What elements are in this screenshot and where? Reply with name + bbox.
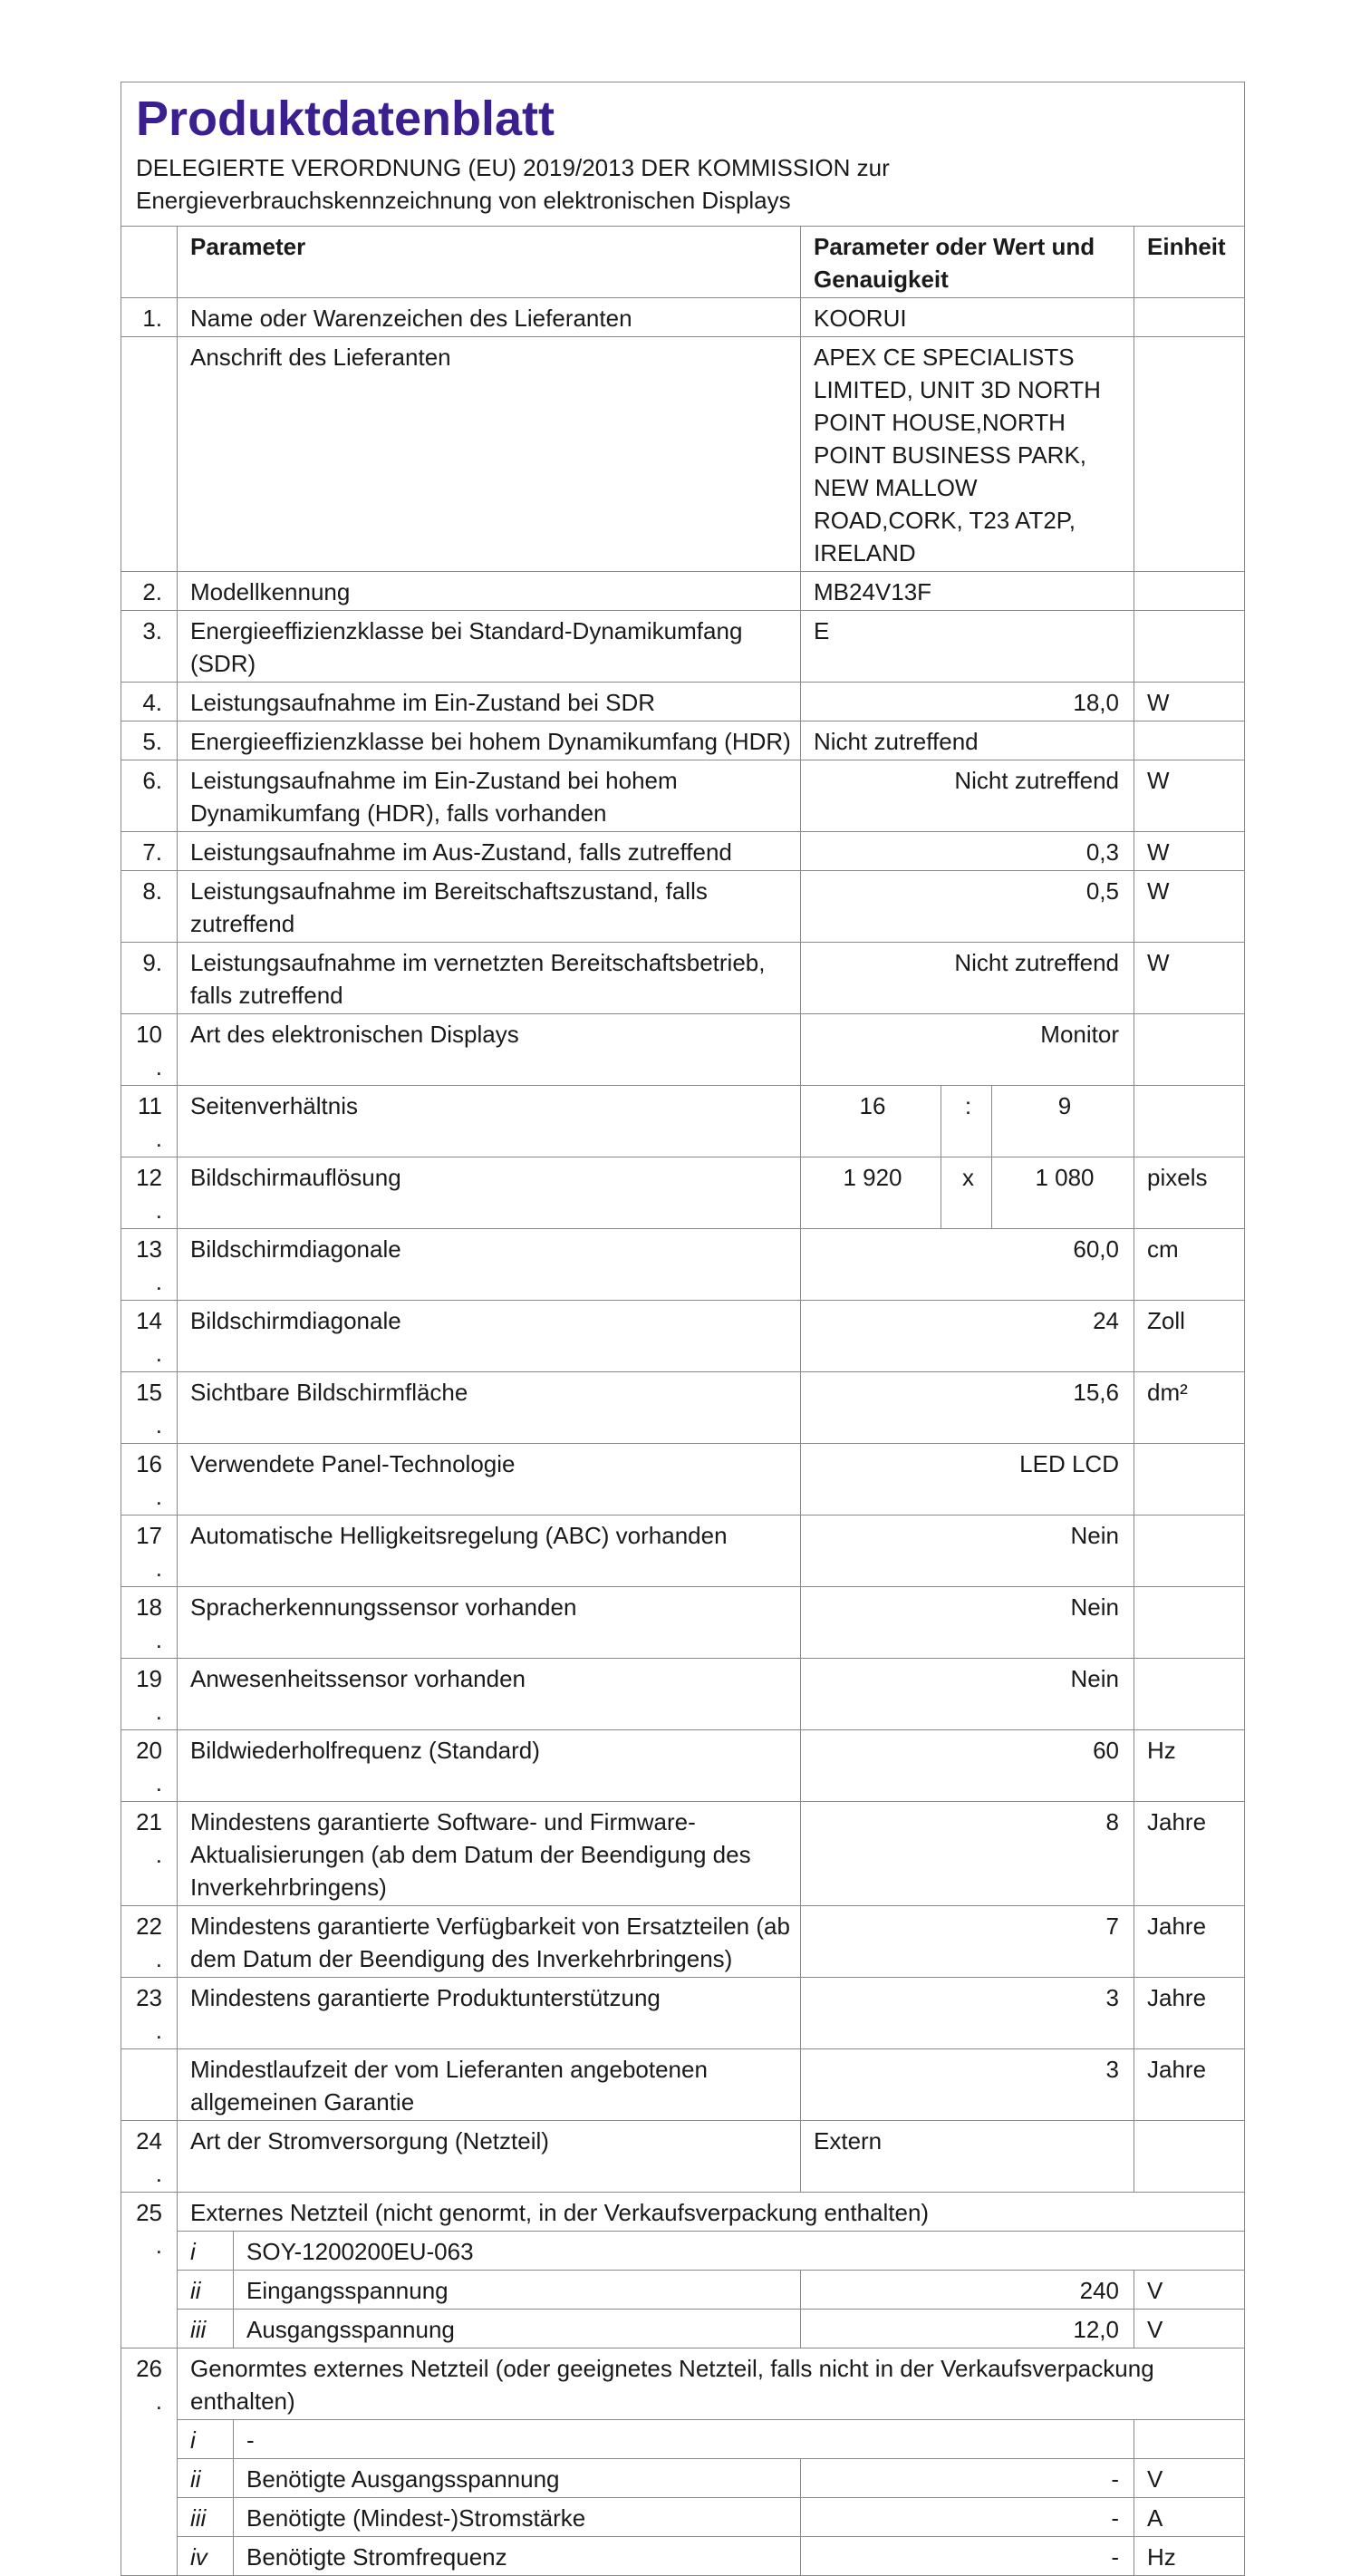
row-label: Bildschirmdiagonale: [178, 1301, 801, 1372]
table-row: [121, 1229, 1245, 1301]
row-number: 23.: [121, 1978, 178, 2049]
row-unit: Jahre: [1134, 1906, 1245, 1978]
title-row: [121, 82, 1245, 227]
aspect-ratio-width: 16: [801, 1086, 941, 1157]
table-row: [121, 337, 1245, 572]
row-number: 12.: [121, 1157, 178, 1229]
row-number: 25.: [121, 2193, 178, 2348]
subrow-unit: Hz: [1134, 2537, 1245, 2576]
table-row: [121, 943, 1245, 1014]
table-row: [121, 721, 1245, 760]
table-row: [121, 760, 1245, 832]
row-label: Leistungsaufnahme im Ein-Zustand bei SDR: [178, 683, 801, 721]
regulation-line-2: Energieverbrauchskennzeichnung von elektronischen Displays: [136, 187, 791, 214]
table-row: [121, 2049, 1245, 2121]
table-row: [121, 1444, 1245, 1516]
row-value: 8: [801, 1802, 1134, 1906]
row-label: Spracherkennungssensor vorhanden: [178, 1587, 801, 1659]
subrow-unit: V: [1134, 2459, 1245, 2498]
table-row: [121, 1587, 1245, 1659]
table-row: [121, 1659, 1245, 1730]
subrow-value: -: [801, 2498, 1134, 2537]
table-row: [121, 1516, 1245, 1587]
row-value: Extern: [801, 2121, 1134, 2193]
row-label: Seitenverhältnis: [178, 1086, 801, 1157]
row-label: Energieeffizienzklasse bei hohem Dynamikumfang (HDR): [178, 721, 801, 760]
row-value: Nicht zutreffend: [801, 760, 1134, 832]
subrow-mark: iii: [178, 2498, 234, 2537]
row-value: Monitor: [801, 1014, 1134, 1086]
row-number: 1.: [121, 298, 178, 337]
row-label: Mindestens garantierte Produktunterstützung: [178, 1978, 801, 2049]
row-unit: [1134, 1659, 1245, 1730]
table-row: [121, 298, 1245, 337]
table-subrow: [121, 2459, 1245, 2498]
subrow-value: -: [801, 2459, 1134, 2498]
row-number: 18.: [121, 1587, 178, 1659]
row-label: Leistungsaufnahme im Bereitschaftszustand, falls zutreffend: [178, 871, 801, 943]
row-value: LED LCD: [801, 1444, 1134, 1516]
row-unit: dm²: [1134, 1372, 1245, 1444]
row-label: Mindestens garantierte Verfügbarkeit von Ersatzteilen (ab dem Datum der Beendigung des Inverkehrbringens): [178, 1906, 801, 1978]
row-number: 2.: [121, 572, 178, 611]
resolution-separator: x: [941, 1157, 992, 1229]
row-unit: W: [1134, 871, 1245, 943]
row-unit: [1134, 298, 1245, 337]
row-label: Genormtes externes Netzteil (oder geeignetes Netzteil, falls nicht in der Verkaufsverpackung enthalten): [178, 2348, 1245, 2420]
row-label: Externes Netzteil (nicht genormt, in der Verkaufsverpackung enthalten): [178, 2193, 1245, 2232]
row-value: 60: [801, 1730, 1134, 1802]
table-row: [121, 1301, 1245, 1372]
table-row: [121, 871, 1245, 943]
subrow-label: Benötigte Stromfrequenz: [234, 2537, 801, 2576]
row-number: 8.: [121, 871, 178, 943]
table-row: [121, 572, 1245, 611]
row-value: 0,3: [801, 832, 1134, 871]
row-unit: [1134, 2121, 1245, 2193]
psu-model: SOY-1200200EU-063: [234, 2232, 1245, 2271]
table-subrow: [121, 2232, 1245, 2271]
row-number: 13.: [121, 1229, 178, 1301]
row-label: Bildschirmdiagonale: [178, 1229, 801, 1301]
row-value: KOORUI: [801, 298, 1134, 337]
subrow-label: Benötigte Ausgangsspannung: [234, 2459, 801, 2498]
subrow-unit: A: [1134, 2498, 1245, 2537]
row-label: Name oder Warenzeichen des Lieferanten: [178, 298, 801, 337]
row-label: Mindestens garantierte Software- und Firmware-Aktualisierungen (ab dem Datum der Beendigung des Inverkehrbringens): [178, 1802, 801, 1906]
subrow-label: -: [234, 2420, 1134, 2459]
table-row: [121, 1372, 1245, 1444]
row-unit: W: [1134, 832, 1245, 871]
row-value: 15,6: [801, 1372, 1134, 1444]
row-number: 5.: [121, 721, 178, 760]
row-unit: Zoll: [1134, 1301, 1245, 1372]
subrow-unit: V: [1134, 2271, 1245, 2310]
row-value: 24: [801, 1301, 1134, 1372]
data-table: [121, 82, 1245, 2576]
table-row: [121, 2193, 1245, 2232]
row-label: Bildwiederholfrequenz (Standard): [178, 1730, 801, 1802]
row-label: Modellkennung: [178, 572, 801, 611]
supplier-address: APEX CE SPECIALISTS LIMITED, UNIT 3D NORTH POINT HOUSE,NORTH POINT BUSINESS PARK, NEW MALLOW ROAD,CORK, T23 AT2P, IRELAND: [801, 337, 1134, 572]
table-row: [121, 1730, 1245, 1802]
regulation-line-1: DELEGIERTE VERORDNUNG (EU) 2019/2013 DER KOMMISSION zur: [136, 154, 890, 181]
row-unit: [1134, 572, 1245, 611]
row-unit: W: [1134, 943, 1245, 1014]
row-value: E: [801, 611, 1134, 683]
row-unit: [1134, 1516, 1245, 1587]
row-number: 11.: [121, 1086, 178, 1157]
table-row: [121, 1978, 1245, 2049]
table-row: [121, 832, 1245, 871]
row-unit: [1134, 721, 1245, 760]
subrow-value: 12,0: [801, 2310, 1134, 2348]
subrow-mark: ii: [178, 2459, 234, 2498]
table-row: [121, 2121, 1245, 2193]
table-row: [121, 1014, 1245, 1086]
resolution-height: 1 080: [992, 1157, 1134, 1229]
table-subrow: [121, 2537, 1245, 2576]
row-number: 19.: [121, 1659, 178, 1730]
table-subrow: [121, 2498, 1245, 2537]
row-value: 0,5: [801, 871, 1134, 943]
row-label: Anschrift des Lieferanten: [178, 337, 801, 572]
row-unit: Jahre: [1134, 1802, 1245, 1906]
row-value: 60,0: [801, 1229, 1134, 1301]
row-number: [121, 337, 178, 572]
table-row: [121, 683, 1245, 721]
row-number: [121, 2049, 178, 2121]
row-number: 9.: [121, 943, 178, 1014]
table-row: [121, 1802, 1245, 1906]
table-row: [121, 2348, 1245, 2420]
row-value: Nein: [801, 1587, 1134, 1659]
row-unit: Jahre: [1134, 1978, 1245, 2049]
row-number: 6.: [121, 760, 178, 832]
header-unit: Einheit: [1134, 227, 1245, 298]
subrow-value: -: [801, 2537, 1134, 2576]
row-unit: [1134, 1086, 1245, 1157]
table-row: [121, 1906, 1245, 1978]
row-number: 7.: [121, 832, 178, 871]
row-value: Nein: [801, 1659, 1134, 1730]
row-number: 20.: [121, 1730, 178, 1802]
row-value: Nein: [801, 1516, 1134, 1587]
row-label: Verwendete Panel-Technologie: [178, 1444, 801, 1516]
row-number: 4.: [121, 683, 178, 721]
row-label: Leistungsaufnahme im Aus-Zustand, falls zutreffend: [178, 832, 801, 871]
row-number: 24.: [121, 2121, 178, 2193]
table-subrow: [121, 2310, 1245, 2348]
row-unit: pixels: [1134, 1157, 1245, 1229]
row-value: 18,0: [801, 683, 1134, 721]
row-value: Nicht zutreffend: [801, 943, 1134, 1014]
row-number: 26.: [121, 2348, 178, 2576]
subrow-mark: iv: [178, 2537, 234, 2576]
table-subrow: [121, 2420, 1245, 2459]
row-label: Leistungsaufnahme im vernetzten Bereitschaftsbetrieb, falls zutreffend: [178, 943, 801, 1014]
row-label: Art der Stromversorgung (Netzteil): [178, 2121, 801, 2193]
row-number: 17.: [121, 1516, 178, 1587]
row-unit: cm: [1134, 1229, 1245, 1301]
product-data-sheet: [121, 82, 1244, 2576]
row-unit: Hz: [1134, 1730, 1245, 1802]
row-number: 3.: [121, 611, 178, 683]
subrow-mark: ii: [178, 2271, 234, 2310]
resolution-width: 1 920: [801, 1157, 941, 1229]
subrow-unit: V: [1134, 2310, 1245, 2348]
header-num: [121, 227, 178, 298]
row-number: 22.: [121, 1906, 178, 1978]
row-unit: [1134, 1587, 1245, 1659]
subrow-mark: i: [178, 2420, 234, 2459]
subrow-unit: [1134, 2420, 1245, 2459]
table-subrow: [121, 2271, 1245, 2310]
header-value: Parameter oder Wert und Genauigkeit: [801, 227, 1134, 298]
subrow-value: 240: [801, 2271, 1134, 2310]
header-parameter: Parameter: [178, 227, 801, 298]
row-number: 16.: [121, 1444, 178, 1516]
row-unit: [1134, 1014, 1245, 1086]
row-label: Energieeffizienzklasse bei Standard-Dynamikumfang (SDR): [178, 611, 801, 683]
subrow-label: Eingangsspannung: [234, 2271, 801, 2310]
row-number: 10.: [121, 1014, 178, 1086]
row-unit: W: [1134, 683, 1245, 721]
subrow-label: Benötigte (Mindest-)Stromstärke: [234, 2498, 801, 2537]
header-row: [121, 227, 1245, 298]
row-value: Nicht zutreffend: [801, 721, 1134, 760]
row-value: 7: [801, 1906, 1134, 1978]
aspect-ratio-separator: :: [941, 1086, 992, 1157]
row-label: Art des elektronischen Displays: [178, 1014, 801, 1086]
table-row: [121, 611, 1245, 683]
table-row: [121, 1157, 1245, 1229]
row-unit: W: [1134, 760, 1245, 832]
subrow-mark: i: [178, 2232, 234, 2271]
row-unit: Jahre: [1134, 2049, 1245, 2121]
aspect-ratio-height: 9: [992, 1086, 1134, 1157]
table-row: [121, 1086, 1245, 1157]
page-title: Produktdatenblatt: [136, 92, 555, 146]
row-label: Leistungsaufnahme im Ein-Zustand bei hohem Dynamikumfang (HDR), falls vorhanden: [178, 760, 801, 832]
row-unit: [1134, 337, 1245, 572]
row-unit: [1134, 611, 1245, 683]
row-label: Automatische Helligkeitsregelung (ABC) vorhanden: [178, 1516, 801, 1587]
row-label: Anwesenheitssensor vorhanden: [178, 1659, 801, 1730]
row-number: 21.: [121, 1802, 178, 1906]
subrow-mark: iii: [178, 2310, 234, 2348]
row-label: Bildschirmauflösung: [178, 1157, 801, 1229]
subrow-label: Ausgangsspannung: [234, 2310, 801, 2348]
row-unit: [1134, 1444, 1245, 1516]
row-value: 3: [801, 1978, 1134, 2049]
row-value: 3: [801, 2049, 1134, 2121]
row-number: 15.: [121, 1372, 178, 1444]
row-number: 14.: [121, 1301, 178, 1372]
row-label: Mindestlaufzeit der vom Lieferanten angebotenen allgemeinen Garantie: [178, 2049, 801, 2121]
row-label: Sichtbare Bildschirmfläche: [178, 1372, 801, 1444]
row-value: MB24V13F: [801, 572, 1134, 611]
